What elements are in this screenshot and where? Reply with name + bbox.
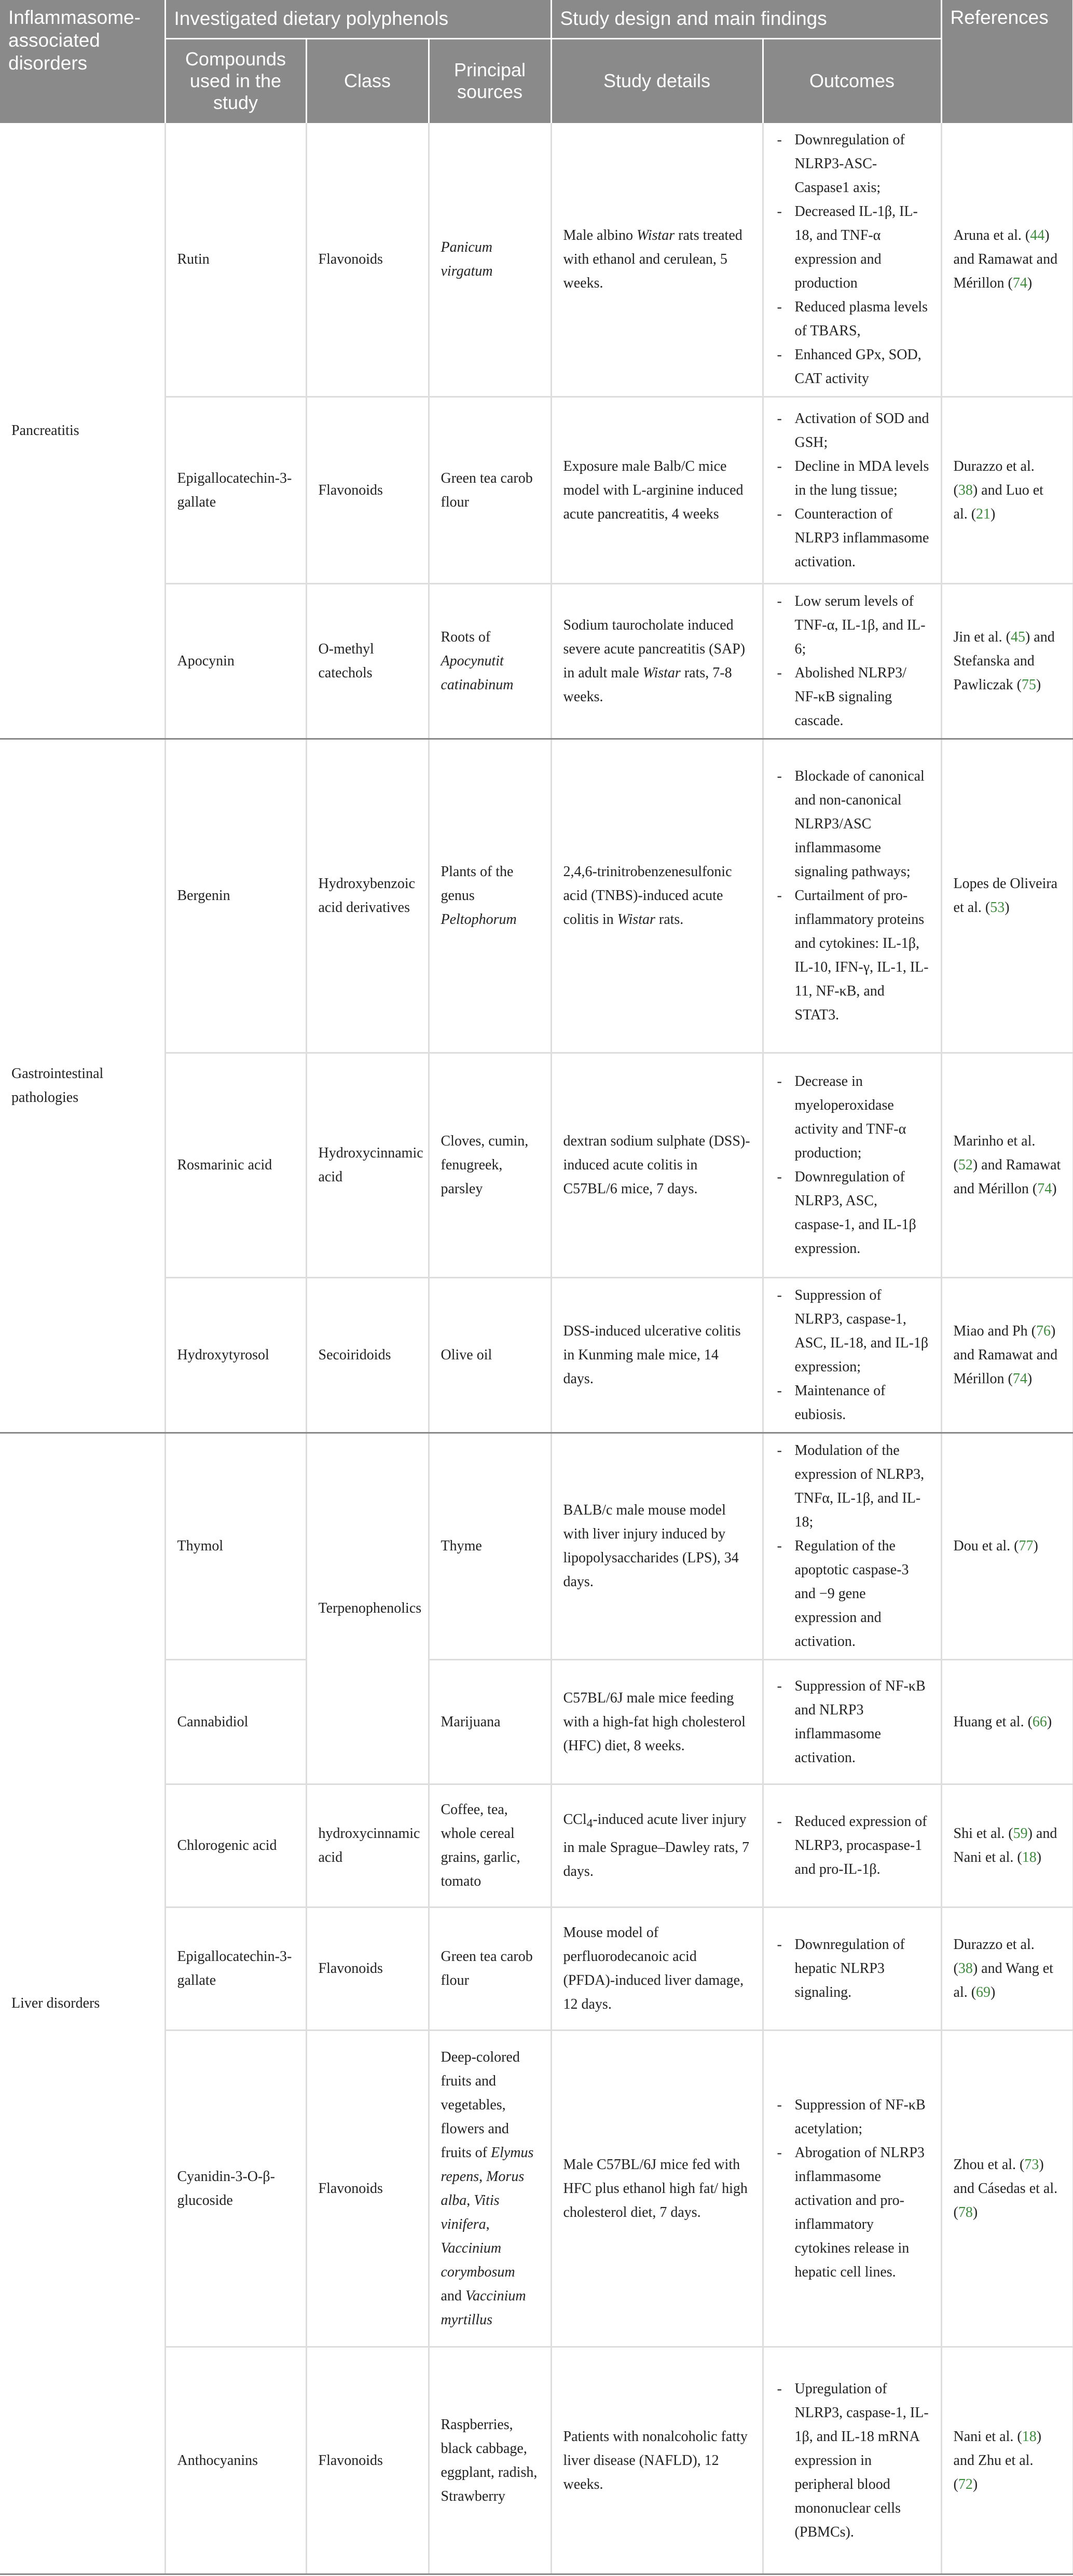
class-cell: Hydroxybenzoic acid derivatives [306,739,429,1053]
references-cell: Zhou et al. (73) and Cásedas et al. (78) [941,2030,1073,2347]
compound-cell: Anthocyanins [165,2347,306,2574]
outcomes-list [775,2377,929,2544]
sources-cell: Plants of the genus Peltophorum [429,739,551,1053]
outcome-item: - Curtailment of pro-inflammatory proteins and cytokines: IL-1β, IL-10, IFN-γ, IL-1, IL-11, NF-κB, and STAT3. [775,884,929,1027]
sources-cell: Cloves, cumin, fenugreek, parsley [429,1053,551,1278]
class-cell: O-methyl catechols [306,584,429,739]
outcomes-cell [763,584,941,739]
outcome-item: - Low serum levels of TNF-α, IL-1β, and IL-6; [775,590,929,661]
outcomes-list [775,1810,929,1882]
class-cell: Flavonoids [306,1907,429,2030]
outcome-item: - Maintenance of eubiosis. [775,1379,929,1427]
outcome-item: - Modulation of the expression of NLRP3, TNFα, IL-1β, and IL-18; [775,1439,929,1534]
references-cell: Jin et al. (45) and Stefanska and Pawliczak (75) [941,584,1073,739]
header-compounds: Compounds used in the study [165,38,306,123]
disorder-cell: Gastrointestinal pathologies [0,739,165,1433]
header-class: Class [306,38,429,123]
compound-cell: Apocynin [165,584,306,739]
outcome-item: - Decline in MDA levels in the lung tissue; [775,455,929,502]
class-cell: Flavonoids [306,2347,429,2574]
outcomes-cell [763,2030,941,2347]
references-cell: Nani et al. (18) and Zhu et al. (72) [941,2347,1073,2574]
outcome-item: - Enhanced GPx, SOD, CAT activity [775,343,929,391]
outcomes-cell [763,123,941,397]
class-cell: hydroxycinnamic acid [306,1784,429,1907]
outcomes-list [775,2093,929,2284]
table-row [0,739,1073,1053]
outcomes-cell [763,397,941,584]
outcome-item: - Counteraction of NLRP3 inflammasome activation. [775,502,929,574]
details-cell: BALB/c male mouse model with liver injury induced by lipopolysaccharides (LPS), 34 days. [551,1433,763,1660]
outcomes-list [775,590,929,733]
sources-cell: Thyme [429,1433,551,1660]
outcomes-list [775,128,929,391]
outcome-item: - Downregulation of NLRP3, ASC, caspase-1, and IL-1β expression. [775,1165,929,1261]
outcomes-cell [763,1433,941,1660]
details-cell: Patients with nonalcoholic fatty liver disease (NAFLD), 12 weeks. [551,2347,763,2574]
header-references: References [941,0,1073,123]
sources-cell: Coffee, tea, whole cereal grains, garlic, tomato [429,1784,551,1907]
outcome-item: - Downregulation of hepatic NLRP3 signaling. [775,1933,929,2005]
outcomes-list [775,1674,929,1770]
outcomes-list [775,1070,929,1261]
outcome-item: - Suppression of NLRP3, caspase-1, ASC, IL-18, and IL-1β expression; [775,1284,929,1379]
compound-cell: Epigallocatechin-3-gallate [165,397,306,584]
details-cell: Exposure male Balb/C mice model with L-arginine induced acute pancreatitis, 4 weeks [551,397,763,584]
table-row [0,123,1073,397]
sources-cell: Olive oil [429,1278,551,1433]
references-cell: Aruna et al. (44) and Ramawat and Mérillon (74) [941,123,1073,397]
outcomes-list [775,765,929,1027]
details-cell: DSS-induced ulcerative colitis in Kunming male mice, 14 days. [551,1278,763,1433]
header-polyphenols: Investigated dietary polyphenols [165,0,551,38]
details-cell: Male albino Wistar rats treated with ethanol and cerulean, 5 weeks. [551,123,763,397]
references-cell: Lopes de Oliveira et al. (53) [941,739,1073,1053]
sources-cell: Roots of Apocynutit catinabinum [429,584,551,739]
references-cell: Durazzo et al. (38) and Luo et al. (21) [941,397,1073,584]
details-cell: 2,4,6-trinitrobenzenesulfonic acid (TNBS)-induced acute colitis in Wistar rats. [551,739,763,1053]
header-sources: Principal sources [429,38,551,123]
details-cell: Sodium taurocholate induced severe acute pancreatitis (SAP) in adult male Wistar rats, 7-8 weeks. [551,584,763,739]
outcome-item: - Abrogation of NLRP3 inflammasome activation and pro-inflammatory cytokines release in hepatic cell lines. [775,2141,929,2284]
outcome-item: - Upregulation of NLRP3, caspase-1, IL-1β, and IL-18 mRNA expression in peripheral blood mononuclear cells (PBMCs). [775,2377,929,2544]
compound-cell: Hydroxytyrosol [165,1278,306,1433]
sources-cell: Marijuana [429,1660,551,1784]
outcome-item: - Reduced expression of NLRP3, procaspase-1 and pro-IL-1β. [775,1810,929,1882]
outcome-item: - Abolished NLRP3/ NF-κB signaling cascade. [775,661,929,733]
references-cell: Durazzo et al. (38) and Wang et al. (69) [941,1907,1073,2030]
sources-cell: Raspberries, black cabbage, eggplant, radish, Strawberry [429,2347,551,2574]
outcomes-cell [763,739,941,1053]
outcomes-list [775,1284,929,1427]
outcomes-cell [763,1907,941,2030]
sources-cell: Deep-colored fruits and vegetables, flowers and fruits of Elymus repens, Morus alba, Vitis vinifera, Vaccinium corymbosum and Vaccinium myrtillus [429,2030,551,2347]
details-cell: CCl$_4$-induced acute liver injury in male Sprague–Dawley rats, 7 days. [551,1784,763,1907]
compound-cell: Thymol [165,1433,306,1660]
outcomes-cell [763,2347,941,2574]
class-cell: Flavonoids [306,2030,429,2347]
outcomes-cell [763,1660,941,1784]
details-cell: Mouse model of perfluorodecanoic acid (PFDA)-induced liver damage, 12 days. [551,1907,763,2030]
class-cell: Secoiridoids [306,1278,429,1433]
outcome-item: - Decrease in myeloperoxidase activity and TNF-α production; [775,1070,929,1165]
outcome-item: - Regulation of the apoptotic caspase-3 and −9 gene expression and activation. [775,1534,929,1654]
outcomes-cell [763,1053,941,1278]
disorder-cell: Liver disorders [0,1433,165,2574]
references-cell: Miao and Ph (76) and Ramawat and Mérillon (74) [941,1278,1073,1433]
sources-cell: Green tea carob flour [429,397,551,584]
details-cell: Male C57BL/6J mice fed with HFC plus ethanol high fat/ high cholesterol diet, 7 days. [551,2030,763,2347]
outcomes-list [775,1933,929,2005]
compound-cell: Cannabidiol [165,1660,306,1784]
compound-cell: Chlorogenic acid [165,1784,306,1907]
references-cell: Marinho et al. (52) and Ramawat and Mérillon (74) [941,1053,1073,1278]
header-disorders: Inflammasome-associated disorders [0,0,165,123]
outcome-item: - Suppression of NF-κB acetylation; [775,2093,929,2141]
header-study: Study design and main findings [551,0,941,38]
class-cell: Flavonoids [306,397,429,584]
details-cell: dextran sodium sulphate (DSS)-induced acute colitis in C57BL/6 mice, 7 days. [551,1053,763,1278]
details-cell: C57BL/6J male mice feeding with a high-fat high cholesterol (HFC) diet, 8 weeks. [551,1660,763,1784]
compound-cell: Cyanidin-3-O-β-glucoside [165,2030,306,2347]
references-cell: Dou et al. (77) [941,1433,1073,1660]
outcomes-cell [763,1278,941,1433]
outcome-item: - Blockade of canonical and non-canonical NLRP3/ASC inflammasome signaling pathways; [775,765,929,884]
references-cell: Shi et al. (59) and Nani et al. (18) [941,1784,1073,1907]
references-cell: Huang et al. (66) [941,1660,1073,1784]
table-header [0,0,1073,123]
outcomes-list [775,1439,929,1654]
compound-cell: Bergenin [165,739,306,1053]
class-cell: Flavonoids [306,123,429,397]
sources-cell: Green tea carob flour [429,1907,551,2030]
compound-cell: Rosmarinic acid [165,1053,306,1278]
outcomes-cell [763,1784,941,1907]
table-row [0,1433,1073,1660]
header-outcomes: Outcomes [763,38,941,123]
class-cell: Hydroxycinnamic acid [306,1053,429,1278]
compound-cell: Rutin [165,123,306,397]
table-body [0,123,1073,2574]
disorder-cell: Pancreatitis [0,123,165,739]
sources-cell: Panicum virgatum [429,123,551,397]
outcome-item: - Downregulation of NLRP3-ASC-Caspase1 axis; [775,128,929,200]
outcome-item: - Activation of SOD and GSH; [775,407,929,455]
compound-cell: Epigallocatechin-3-gallate [165,1907,306,2030]
outcomes-list [775,407,929,574]
header-details: Study details [551,38,763,123]
outcome-item: - Suppression of NF-κB and NLRP3 inflammasome activation. [775,1674,929,1770]
outcome-item: - Decreased IL-1β, IL-18, and TNF-α expression and production [775,200,929,295]
class-cell: Terpenophenolics [306,1433,429,1784]
outcome-item: - Reduced plasma levels of TBARS, [775,295,929,343]
